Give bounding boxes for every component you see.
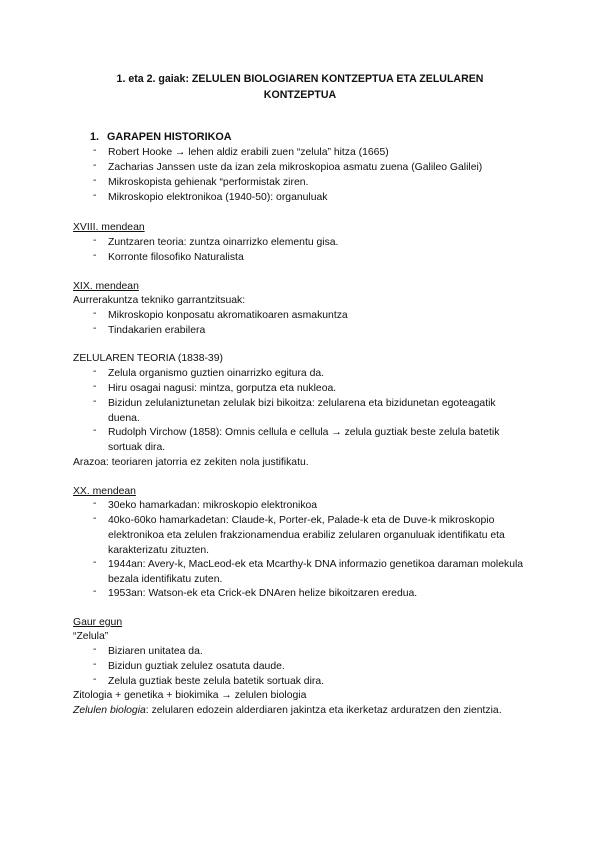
list-item-text: Zacharias Janssen uste da izan zela mikroskopioa asmatu zuena (Galileo Galilei) <box>108 162 483 173</box>
definition-text: : zelularen edozein alderdiaren jakintza eta ikerketaz arduratzen den zientzia. <box>145 705 502 716</box>
list-item-text: Korronte filosofiko Naturalista <box>108 252 244 263</box>
list-item-text: Tindakarien erabilera <box>108 325 206 336</box>
list-dash: - <box>93 250 97 261</box>
heading-xx: XX. mendean <box>73 486 136 497</box>
heading-xviii: XVIII. mendean <box>73 222 145 233</box>
list-dash: - <box>93 366 97 377</box>
list-item-text: Biziaren unitatea da. <box>108 646 203 657</box>
list-dash: - <box>93 145 97 156</box>
section-title: GARAPEN HISTORIKOA <box>107 131 232 143</box>
list-item-text: Bizidun guztiak zelulez osatuta daude. <box>108 661 285 672</box>
heading-gaur-egun: Gaur egun <box>73 617 123 628</box>
list-dash: - <box>93 190 97 201</box>
list-item-text: 40ko-60ko hamarkadetan: Claude-k, Porter-ek, Palade-k eta de Duve-k mikroskopio elektronikoa eta zelulen frakzionamendua erabiliz zelularen organuluak identifikatu eta karakterizatu zituzten. <box>108 515 505 556</box>
list-dash: - <box>93 396 97 407</box>
list-item-text: 30eko hamarkadan: mikroskopio elektronikoa <box>108 500 318 511</box>
formula-line: Zitologia + genetika + biokimika → zelulen biologia <box>73 690 307 701</box>
section-number: 1. <box>90 131 100 143</box>
list-item-text: Bizidun zelulaniztunetan zelulak bizi bikoitza: zelularena eta bizidunetan egoteagatik duena. <box>108 398 496 424</box>
list-dash: - <box>93 557 97 568</box>
list-dash: - <box>93 513 97 524</box>
list-dash: - <box>93 160 97 171</box>
zelula-subheading: “Zelula” <box>73 631 109 642</box>
list-dash: - <box>93 425 97 436</box>
heading-zelularen-teoria: ZELULAREN TEORIA (1838-39) <box>73 353 223 364</box>
definition-term: Zelulen biologia <box>73 705 146 716</box>
list-dash: - <box>93 498 97 509</box>
list-dash: - <box>93 235 97 246</box>
list-item-text: Zuntzaren teoria: zuntza oinarrizko elementu gisa. <box>108 237 339 248</box>
list-dash: - <box>93 674 97 685</box>
list-item-text: Hiru osagai nagusi: mintza, gorputza eta nukleoa. <box>108 383 337 394</box>
list-item-text: Mikroskopio konposatu akromatikoaren asmakuntza <box>108 310 348 321</box>
list-dash: - <box>93 175 97 186</box>
list-item-text: Rudolph Virchow (1858): Omnis cellula e cellula → zelula guztiak beste zelula batetik sortuak dira. <box>108 427 500 453</box>
list-dash: - <box>93 381 97 392</box>
xix-intro: Aurrerakuntza tekniko garrantzitsuak: <box>73 295 246 306</box>
list-item-text: 1953an: Watson-ek eta Crick-ek DNAren helize bikoitzaren eredua. <box>108 588 418 599</box>
list-dash: - <box>93 586 97 597</box>
list-item-text: Mikroskopio elektronikoa (1940-50): organuluak <box>108 192 328 203</box>
list-item-text: Zelula guztiak beste zelula batetik sortuak dira. <box>108 676 325 687</box>
section-heading-garapen <box>90 130 232 145</box>
definition-paragraph <box>73 703 533 718</box>
list-item-text: 1944an: Avery-k, MacLeod-ek eta Mcarthy-k DNA informazio genetikoa daraman molekula bezala identifikatu zuten. <box>108 559 524 585</box>
list-dash: - <box>93 323 97 334</box>
list-dash: - <box>93 659 97 670</box>
list-dash: - <box>93 308 97 319</box>
list-dash: - <box>93 644 97 655</box>
list-item-text: Mikroskopista gehienak “performistak ziren. <box>108 177 309 188</box>
document-title: 1. eta 2. gaiak: ZELULEN BIOLOGIAREN KONTZEPTUA ETA ZELULAREN KONTZEPTUA <box>116 73 484 101</box>
heading-xix: XIX. mendean <box>73 281 139 292</box>
teoria-note: Arazoa: teoriaren jatorria ez zekiten nola justifikatu. <box>73 457 309 468</box>
list-item-text: Zelula organismo guztien oinarrizko egitura da. <box>108 368 325 379</box>
list-item-text: Robert Hooke → lehen aldiz erabili zuen “zelula” hitza (1665) <box>108 147 389 158</box>
